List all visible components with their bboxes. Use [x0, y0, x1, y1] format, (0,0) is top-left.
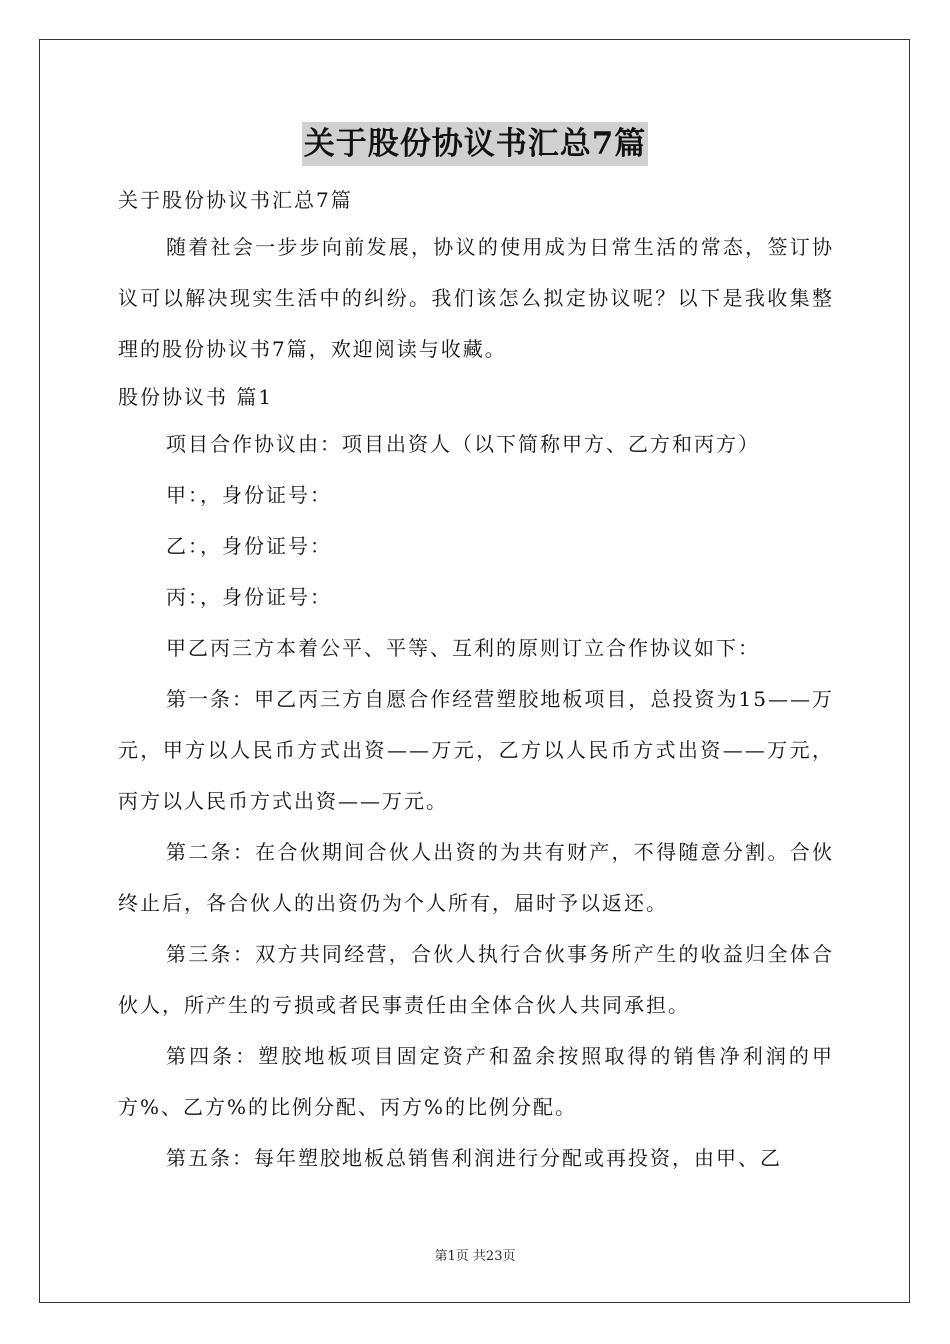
- article-3: 第三条：双方共同经营，合伙人执行合伙事务所产生的收益归全体合伙人，所产生的亏损或者民事责任由全体合伙人共同承担。: [118, 942, 834, 1017]
- document-title: 关于股份协议书汇总7篇: [302, 122, 649, 166]
- section-heading: 股份协议书 篇1: [118, 385, 274, 409]
- article-1: 第一条：甲乙丙三方自愿合作经营塑胶地板项目，总投资为15——万元，甲方以人民币方式出资——万元，乙方以人民币方式出资——万元，丙方以人民币方式出资——万元。: [118, 687, 834, 813]
- title-container: [0, 122, 950, 166]
- document-body: [118, 180, 834, 1184]
- intro-paragraph: 随着社会一步步向前发展，协议的使用成为日常生活的常态，签订协议可以解决现实生活中的纠纷。我们该怎么拟定协议呢？以下是我收集整理的股份协议书7篇，欢迎阅读与收藏。: [118, 235, 834, 361]
- parties-line: 项目合作协议由：项目出资人（以下简称甲方、乙方和丙方）: [166, 432, 760, 456]
- article-4: 第四条：塑胶地板项目固定资产和盈余按照取得的销售净利润的甲方%、乙方%的比例分配、丙方%的比例分配。: [118, 1044, 834, 1119]
- page-footer: 第1页 共23页: [434, 1249, 516, 1264]
- party-c-line: 丙：，身份证号：: [166, 585, 332, 609]
- article-5: 第五条：每年塑胶地板总销售利润进行分配或再投资，由甲、乙: [166, 1146, 782, 1170]
- article-2: 第二条：在合伙期间合伙人出资的为共有财产，不得随意分割。合伙终止后，各合伙人的出资仍为个人所有，届时予以返还。: [118, 840, 834, 915]
- principle-line: 甲乙丙三方本着公平、平等、互利的原则订立合作协议如下：: [166, 636, 760, 660]
- party-b-line: 乙：，身份证号：: [166, 534, 332, 558]
- party-a-line: 甲：，身份证号：: [166, 483, 332, 507]
- document-subtitle: 关于股份协议书汇总7篇: [118, 188, 353, 212]
